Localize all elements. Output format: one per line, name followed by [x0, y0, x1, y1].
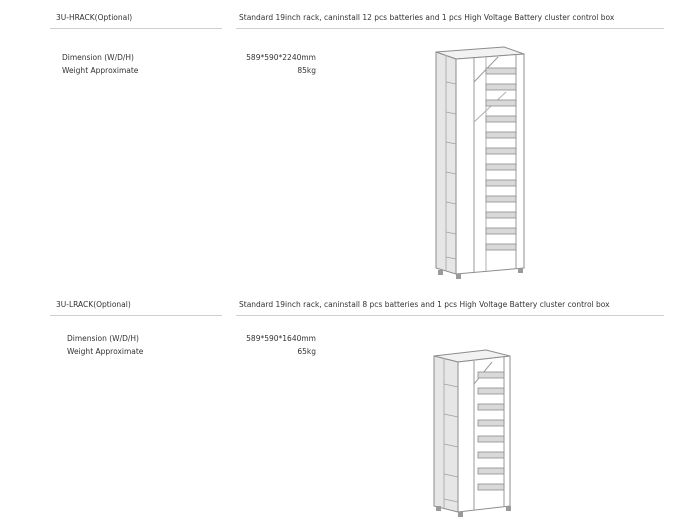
header-rule-left — [50, 315, 222, 316]
model-name: 3U-LRACK(Optional) — [56, 300, 131, 309]
header-rule-right — [236, 315, 664, 316]
spec-label-dimension: Dimension (W/D/H) — [62, 53, 134, 62]
spec-value-dimension: 589*590*1640mm — [246, 334, 316, 343]
model-description: Standard 19inch rack, caninstall 8 pcs batteries and 1 pcs High Voltage Battery cluster control box — [239, 300, 610, 309]
spec-label-dimension: Dimension (W/D/H) — [67, 334, 139, 343]
header-rule-right — [236, 28, 664, 29]
model-description: Standard 19inch rack, caninstall 12 pcs batteries and 1 pcs High Voltage Battery cluster control box — [239, 13, 615, 22]
spec-value-weight: 85kg — [297, 66, 316, 75]
rack-cabinet-image — [424, 344, 524, 522]
spec-label-weight: Weight Approximate — [67, 347, 144, 356]
header-rule-left — [50, 28, 222, 29]
spec-label-weight: Weight Approximate — [62, 66, 139, 75]
spec-value-dimension: 589*590*2240mm — [246, 53, 316, 62]
spec-value-weight: 65kg — [297, 347, 316, 356]
model-name: 3U-HRACK(Optional) — [56, 13, 133, 22]
rack-cabinet-image — [426, 42, 536, 282]
